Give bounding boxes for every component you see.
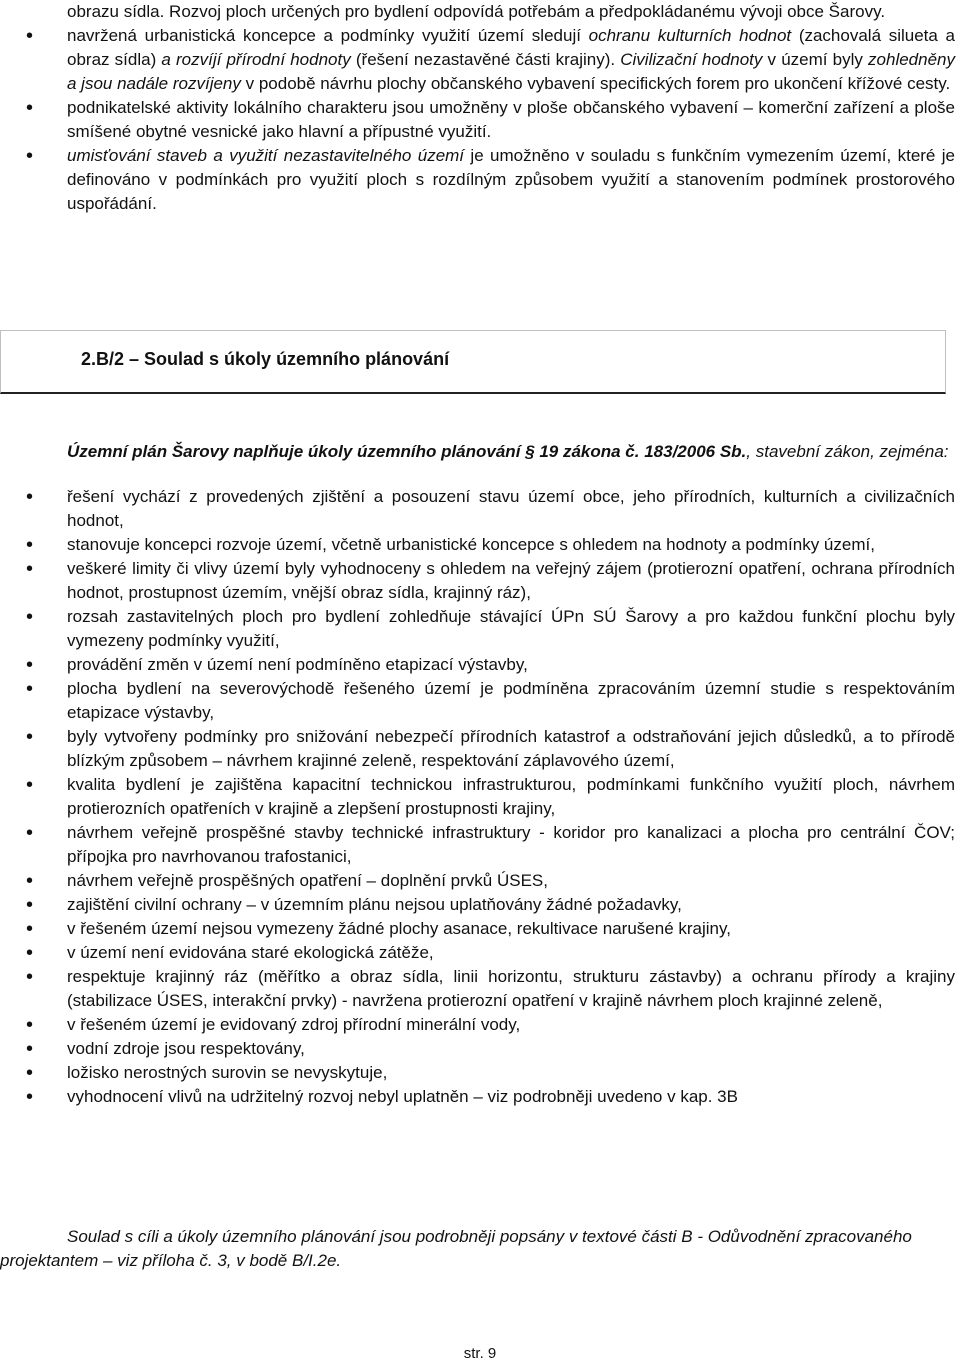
- text-run: (zachovalá silueta a obraz sídla): [67, 26, 955, 69]
- list-item-text: v území není evidována staré ekologická zátěže,: [67, 943, 434, 962]
- list-item: [0, 965, 955, 1013]
- page-number: str. 9: [463, 1345, 497, 1362]
- section-heading-box: [0, 330, 946, 394]
- text-run: navržená urbanistická koncepce a podmínky využití území sledují: [67, 26, 589, 45]
- list-item: [0, 773, 955, 821]
- continuation-text: [67, 0, 955, 24]
- list-item-text: respektuje krajinný ráz (měřítko a obraz sídla, linii horizontu, strukturu zástavby) a ochranu přírody a krajiny (stabilizace ÚSES, interakční prvky) - navržena protierozní opatření v krajině návrhem ploch krajinné zeleně,: [67, 967, 955, 1010]
- list-item: [0, 1061, 955, 1085]
- list-item: [0, 653, 955, 677]
- list-item-text: zajištění civilní ochrany – v územním plánu nejsou uplatňovány žádné požadavky,: [67, 895, 682, 914]
- text-run: v území byly: [762, 50, 869, 69]
- list-item-text: v řešeném území je evidovaný zdroj přírodní minerální vody,: [67, 1015, 521, 1034]
- continuation-text-content: obrazu sídla. Rozvoj ploch určených pro bydlení odpovídá potřebám a předpokládanému vývoji obce Šarovy.: [67, 2, 886, 21]
- list-item: [0, 821, 955, 869]
- list-item: [0, 941, 955, 965]
- text-run: je umožněno v souladu s funkčním vymezením území, které je definováno v podmínkách pro využití ploch s rozdílným způsobem využití a stanovením podmínek prostorového uspořádání.: [67, 146, 956, 213]
- list-item: [0, 677, 955, 725]
- list-item: [0, 144, 955, 216]
- list-item: [0, 24, 955, 96]
- list-item-text: rozsah zastavitelných ploch pro bydlení zohledňuje stávající ÚPn SÚ Šarovy a pro každou funkční plochu byly vymezeny podmínky využití,: [67, 607, 955, 650]
- list-item: [0, 557, 955, 605]
- list-item: [0, 96, 955, 144]
- text-run: (řešení nezastavěné části krajiny).: [350, 50, 621, 69]
- list-item: [0, 917, 955, 941]
- text-run: zohledněny a jsou nadále rozvíjeny: [67, 50, 955, 93]
- text-run: a rozvíjí přírodní hodnoty: [161, 50, 351, 69]
- list-item: [0, 533, 955, 557]
- first-bullet-list: [0, 24, 955, 216]
- list-item-text: vyhodnocení vlivů na udržitelný rozvoj nebyl uplatněn – viz podrobněji uvedeno v kap. 3B: [67, 1087, 738, 1106]
- list-item-text: v řešeném území nejsou vymezeny žádné plochy asanace, rekultivace narušené krajiny,: [67, 919, 731, 938]
- list-item: [0, 725, 955, 773]
- text-run: ochranu kulturních hodnot: [588, 26, 792, 45]
- list-item: [0, 1013, 955, 1037]
- closing-paragraph: Soulad s cíli a úkoly územního plánování jsou podrobněji popsány v textové části B - Odůvodnění zpracovaného projektantem – viz příloha č. 3, v bodě B/I.2e.: [0, 1227, 912, 1270]
- list-item: [0, 485, 955, 533]
- lead-paragraph: [0, 440, 955, 464]
- lead-rest-text: , stavební zákon, zejména:: [746, 442, 949, 461]
- list-item-text: stanovuje koncepci rozvoje území, včetně urbanistické koncepce s ohledem na hodnoty a podmínky území,: [67, 535, 875, 554]
- list-item-text: plocha bydlení na severovýchodě řešeného území je podmíněna zpracováním územní studie s respektováním etapizace výstavby,: [67, 679, 955, 722]
- list-item-text: řešení vychází z provedených zjištění a posouzení stavu území obce, jeho přírodních, kulturních a civilizačních hodnot,: [67, 487, 955, 530]
- list-item-text: veškeré limity či vlivy území byly vyhodnoceny s ohledem na veřejný zájem (protierozní opatření, ochrana přírodních hodnot, prostupnost územím, vnější obraz sídla, krajinný ráz),: [67, 559, 955, 602]
- list-item-text: ložisko nerostných surovin se nevyskytuje,: [67, 1063, 388, 1082]
- list-item: [0, 893, 955, 917]
- list-item-text: byly vytvořeny podmínky pro snižování nebezpečí přírodních katastrof a odstraňování jejich důsledků, a to přírodě blízkým způsobem – návrhem krajinné zeleně, respektování záplavového území,: [67, 727, 955, 770]
- list-item: [0, 869, 955, 893]
- list-item: [0, 605, 955, 653]
- section-heading: 2.B/2 – Soulad s úkoly územního plánování: [81, 349, 450, 369]
- list-item-text: vodní zdroje jsou respektovány,: [67, 1039, 305, 1058]
- text-run: podnikatelské aktivity lokálního charakteru jsou umožněny v ploše občanského vybavení – komerční zařízení a ploše smíšené obytné vesnické jako hlavní a přípustné využití.: [67, 98, 955, 141]
- text-run: v podobě návrhu plochy občanského vybavení specifických forem pro ukončení křížové cesty.: [240, 74, 951, 93]
- text-run: umisťování staveb a využití nezastavitelného území: [67, 146, 465, 165]
- list-item-text: kvalita bydlení je zajištěna kapacitní technickou infrastrukturou, podmínkami funkčního využití ploch, návrhem protierozních opatřeních v krajině a zlepšení prostupnosti krajiny,: [67, 775, 955, 818]
- list-item-text: provádění změn v území není podmíněno etapizací výstavby,: [67, 655, 528, 674]
- list-item-text: návrhem veřejně prospěšných opatření – doplnění prvků ÚSES,: [67, 871, 548, 890]
- text-run: Civilizační hodnoty: [620, 50, 763, 69]
- second-bullet-list: [0, 485, 955, 1109]
- list-item: [0, 1085, 955, 1109]
- lead-bold-text: Územní plán Šarovy naplňuje úkoly územního plánování § 19 zákona č. 183/2006 Sb.: [67, 442, 747, 461]
- list-item-text: návrhem veřejně prospěšné stavby technické infrastruktury - koridor pro kanalizaci a plocha pro centrální ČOV; přípojka pro navrhovanou trafostanici,: [67, 823, 955, 866]
- list-item: [0, 1037, 955, 1061]
